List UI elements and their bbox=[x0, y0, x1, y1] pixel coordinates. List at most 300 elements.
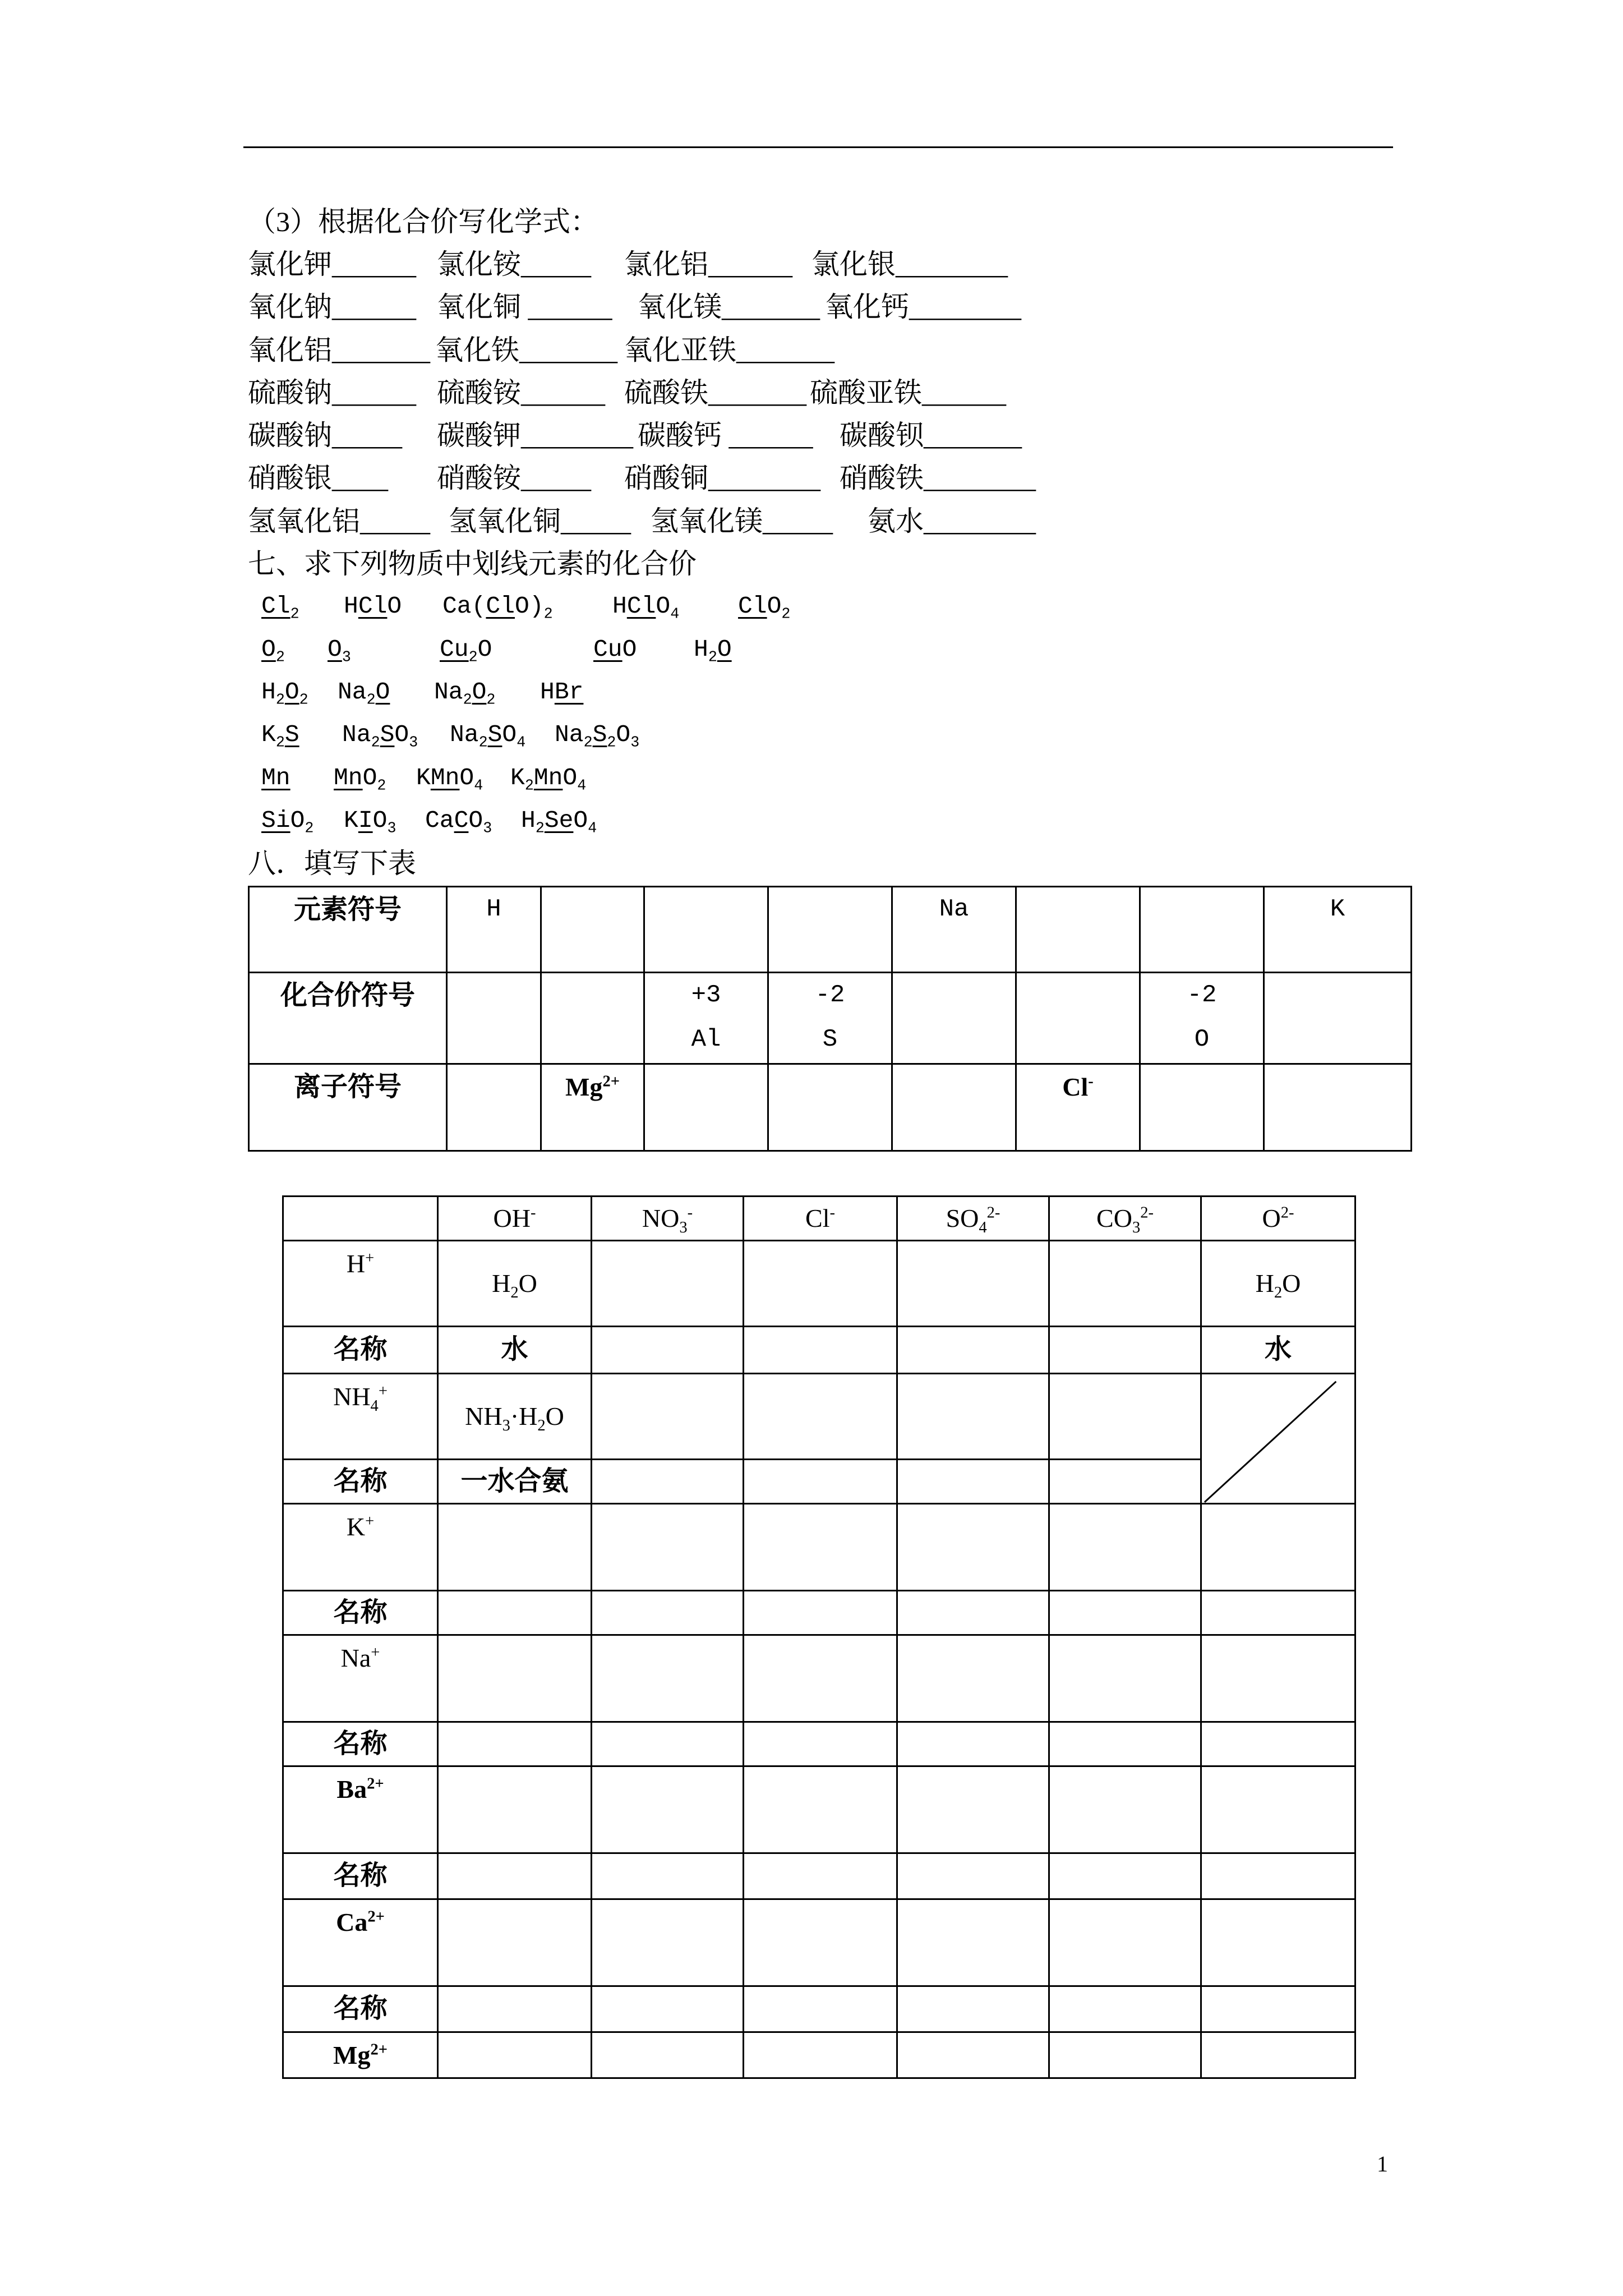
fill-in-line bbox=[0, 243, 1623, 286]
fill-in-item: 氧化钙________ bbox=[825, 291, 1021, 323]
name-label: 名称 bbox=[283, 1327, 438, 1374]
compound-formula-cell bbox=[1201, 2032, 1355, 2078]
subscript: 2 bbox=[1274, 1283, 1283, 1301]
element-valence-ion-table bbox=[248, 886, 1412, 1152]
compound-formula-cell bbox=[744, 2032, 897, 2078]
compound-formula-cell bbox=[1201, 1899, 1355, 1986]
underlined-element: Cl bbox=[626, 592, 656, 620]
subscript: 2 bbox=[275, 734, 285, 752]
compound-name-cell bbox=[1049, 1327, 1201, 1374]
cation-label bbox=[283, 1899, 438, 1986]
formula-text: K bbox=[1330, 895, 1345, 923]
cation-label bbox=[283, 1766, 438, 1853]
cation-row bbox=[283, 1899, 1355, 1986]
compound-name-cell bbox=[592, 1327, 744, 1374]
section8-title: 八．填写下表 bbox=[248, 848, 416, 879]
compound-name-cell bbox=[897, 1591, 1049, 1635]
fill-in-item: 碳酸钡_______ bbox=[840, 420, 1022, 451]
subscript: 2 bbox=[305, 820, 314, 838]
fill-in-item: 氯化铝______ bbox=[624, 249, 792, 280]
formula-line bbox=[0, 671, 1623, 714]
table1-cell bbox=[892, 973, 1016, 1064]
subscript: 2 bbox=[486, 692, 496, 709]
compound-formula-cell bbox=[592, 1374, 744, 1460]
subscript: 3 bbox=[483, 820, 492, 838]
subscript: 2 bbox=[366, 692, 376, 709]
formula bbox=[334, 757, 386, 799]
subscript: 4 bbox=[588, 820, 597, 838]
fill-in-item: 硫酸钠______ bbox=[248, 377, 416, 408]
formula-text: Mg bbox=[333, 2041, 371, 2069]
compound-name-cell bbox=[744, 1327, 897, 1374]
table1-cell bbox=[541, 1064, 644, 1151]
fill-in-item: 氯化钾______ bbox=[248, 249, 416, 280]
underlined-element: Br bbox=[554, 678, 584, 706]
fill-in-item: 氨水________ bbox=[868, 505, 1036, 537]
compound-name-cell bbox=[744, 1853, 897, 1899]
subscript: 2 bbox=[463, 692, 472, 709]
formula bbox=[434, 671, 495, 714]
subscript: 2 bbox=[543, 606, 553, 623]
section3-title: （3）根据化合价写化学式： bbox=[248, 206, 598, 237]
subscript: 3 bbox=[387, 820, 396, 838]
compound-formula-cell bbox=[438, 1374, 592, 1460]
compound-name-cell bbox=[897, 1722, 1049, 1766]
formula-text: H bbox=[540, 678, 555, 706]
subscript: 4 bbox=[979, 1218, 987, 1236]
formula-text: H bbox=[612, 592, 627, 620]
table2-header-row bbox=[283, 1197, 1355, 1241]
table1-cell bbox=[644, 1064, 768, 1151]
formula-text: ·H bbox=[510, 1401, 538, 1430]
formula-text: Na bbox=[450, 721, 479, 748]
subscript: 2 bbox=[371, 734, 380, 752]
compound-name-cell bbox=[744, 1722, 897, 1766]
table1-cell bbox=[1140, 973, 1264, 1064]
compound-formula-cell bbox=[1049, 1241, 1201, 1327]
fill-in-item: 氧化铝_______ bbox=[248, 334, 430, 366]
formula-text: O bbox=[562, 764, 578, 792]
underlined-element: Cu bbox=[593, 636, 623, 663]
underlined-element: O bbox=[261, 636, 276, 663]
compound-formula-cell bbox=[1201, 1766, 1355, 1853]
compound-formula-cell bbox=[592, 1635, 744, 1722]
table1-cell bbox=[768, 1064, 892, 1151]
underlined-element: Cl bbox=[358, 592, 388, 620]
fill-in-line bbox=[0, 500, 1623, 542]
subscript: 2 bbox=[478, 734, 488, 752]
subscript: 2 bbox=[510, 1283, 519, 1301]
fill-in-item: 硫酸铁_______ bbox=[624, 377, 806, 408]
superscript: 2+ bbox=[367, 1775, 384, 1793]
formula bbox=[442, 585, 553, 628]
section7-title: 七、求下列物质中划线元素的化合价 bbox=[248, 548, 697, 579]
compound-formula-cell bbox=[744, 1899, 897, 1986]
formula-text: Ca( bbox=[442, 592, 486, 620]
compound-formula-cell bbox=[592, 1504, 744, 1591]
formula-text: O bbox=[1262, 1203, 1281, 1232]
compound-formula-cell bbox=[744, 1766, 897, 1853]
formula bbox=[416, 757, 483, 799]
crossed-out-cell bbox=[1201, 1374, 1355, 1504]
diagonal-slash-line bbox=[1205, 1382, 1336, 1502]
formula-text: H bbox=[486, 895, 501, 923]
table1-cell bbox=[1140, 1064, 1264, 1151]
compound-formula-cell bbox=[744, 1374, 897, 1460]
subscript: 3 bbox=[679, 1218, 688, 1236]
name-row bbox=[283, 1853, 1355, 1899]
formula bbox=[555, 714, 639, 756]
compound-formula-cell bbox=[438, 1241, 592, 1327]
formula-text: Na bbox=[340, 1644, 371, 1672]
underlined-element: Mn bbox=[334, 764, 363, 792]
subscript: 4 bbox=[370, 1397, 379, 1415]
compound-formula-cell bbox=[438, 1766, 592, 1853]
fill-in-line bbox=[0, 414, 1623, 457]
valence-number: -2 bbox=[815, 981, 845, 1009]
formula-text: O bbox=[468, 807, 483, 834]
formula-text: Na bbox=[939, 895, 969, 923]
subscript: 2 bbox=[275, 649, 285, 666]
formula bbox=[425, 799, 492, 842]
compound-formula-cell bbox=[438, 2032, 592, 2078]
subscript: 2 bbox=[290, 606, 299, 623]
subscript: 2 bbox=[468, 649, 478, 666]
compound-name-cell bbox=[897, 1853, 1049, 1899]
compound-formula-cell bbox=[1049, 1766, 1201, 1853]
anion-header bbox=[897, 1197, 1049, 1241]
section7-title-line bbox=[0, 542, 1623, 585]
formula-text: O bbox=[372, 807, 388, 834]
underlined-element: S bbox=[592, 721, 607, 748]
compound-name-cell bbox=[438, 1853, 592, 1899]
name-row bbox=[283, 1327, 1355, 1374]
anion-header bbox=[1049, 1197, 1201, 1241]
formula-text: Na bbox=[342, 721, 371, 748]
superscript: - bbox=[687, 1204, 693, 1222]
cation-label bbox=[283, 1504, 438, 1591]
underlined-element: O bbox=[472, 678, 487, 706]
compound-name-cell bbox=[1049, 1722, 1201, 1766]
compound-formula-cell bbox=[744, 1635, 897, 1722]
fill-in-item: 氯化铵_____ bbox=[437, 249, 591, 280]
underlined-element: Mn bbox=[430, 764, 460, 792]
compound-name-cell: 水 bbox=[1201, 1327, 1355, 1374]
compound-formula-cell bbox=[438, 1635, 592, 1722]
name-row bbox=[283, 1722, 1355, 1766]
underlined-element: O bbox=[375, 678, 390, 706]
formula bbox=[261, 799, 313, 842]
table1-cell bbox=[1264, 887, 1412, 973]
section3-title-line bbox=[0, 200, 1623, 243]
compound-name-cell: 水 bbox=[438, 1327, 592, 1374]
compound-name-cell bbox=[744, 1591, 897, 1635]
formula bbox=[261, 757, 291, 799]
underlined-element: Cu bbox=[440, 636, 469, 663]
compound-formula-cell bbox=[1049, 1899, 1201, 1986]
compound-name-cell: 一水合氨 bbox=[438, 1460, 592, 1504]
formula-text: Na bbox=[338, 678, 367, 706]
formula bbox=[261, 628, 285, 671]
valence-number: -2 bbox=[1187, 981, 1217, 1009]
cation-label bbox=[283, 1374, 438, 1460]
fill-in-item: 碳酸钠_____ bbox=[248, 420, 402, 451]
formula-text: H bbox=[1255, 1268, 1274, 1297]
compound-name-cell bbox=[1201, 1853, 1355, 1899]
superscript: 2+ bbox=[602, 1073, 620, 1091]
subscript: 2 bbox=[708, 649, 717, 666]
subscript: 2 bbox=[524, 777, 534, 795]
formula-text: O bbox=[622, 636, 637, 663]
table1-cell bbox=[541, 887, 644, 973]
formula-line bbox=[0, 799, 1623, 842]
formula bbox=[344, 585, 402, 628]
formula-line bbox=[0, 585, 1623, 628]
page-number: 1 bbox=[1377, 2151, 1388, 2177]
subscript: 4 bbox=[577, 777, 587, 795]
anion-header bbox=[1201, 1197, 1355, 1241]
name-row bbox=[283, 1986, 1355, 2032]
compound-formula-cell bbox=[592, 2032, 744, 2078]
table1-cell bbox=[1264, 973, 1412, 1064]
subscript: 2 bbox=[377, 777, 386, 795]
fill-in-item: 硫酸亚铁______ bbox=[810, 377, 1006, 408]
name-label: 名称 bbox=[283, 1591, 438, 1635]
fill-in-item: 硝酸铵_____ bbox=[437, 462, 591, 494]
compound-name-cell bbox=[1201, 1722, 1355, 1766]
formula bbox=[521, 799, 597, 842]
formula-text: O bbox=[767, 592, 782, 620]
underlined-element: S bbox=[487, 721, 502, 748]
cation-row bbox=[283, 1241, 1355, 1327]
compound-formula-cell bbox=[1049, 1635, 1201, 1722]
superscript: 2- bbox=[1140, 1204, 1154, 1222]
table1-cell bbox=[892, 1064, 1016, 1151]
formula-text: Ca bbox=[336, 1908, 368, 1936]
underlined-element: O bbox=[284, 678, 299, 706]
subscript: 3 bbox=[502, 1416, 510, 1434]
formula-text: NH bbox=[465, 1401, 502, 1430]
subscript: 3 bbox=[342, 649, 351, 666]
formula-text: Cl bbox=[1062, 1073, 1089, 1101]
compound-formula-cell bbox=[592, 1899, 744, 1986]
fill-in-item: 碳酸钾________ bbox=[437, 420, 633, 451]
compound-name-cell bbox=[1201, 1986, 1355, 2032]
compound-name-cell bbox=[592, 1986, 744, 2032]
underlined-element: C bbox=[454, 807, 469, 834]
formula-text: O bbox=[545, 1401, 564, 1430]
formula bbox=[342, 714, 418, 756]
superscript: + bbox=[365, 1512, 375, 1530]
subscript: 2 bbox=[275, 692, 285, 709]
formula-text: K bbox=[346, 1512, 366, 1541]
formula-text: H bbox=[521, 807, 536, 834]
formula-text: Na bbox=[555, 721, 584, 748]
subscript: 3 bbox=[630, 734, 640, 752]
formula-text: O bbox=[656, 592, 671, 620]
table1-cell bbox=[447, 887, 541, 973]
compound-formula-cell bbox=[1201, 1504, 1355, 1591]
table1-row bbox=[249, 887, 1412, 973]
fill-in-item: 硝酸铁________ bbox=[840, 462, 1036, 494]
table1-cell bbox=[1140, 887, 1264, 973]
underlined-element: Si bbox=[261, 807, 291, 834]
formula-text: O bbox=[477, 636, 492, 663]
fill-in-line bbox=[0, 286, 1623, 328]
fill-in-item: 氧化钠______ bbox=[248, 291, 416, 323]
formula-text: OH bbox=[493, 1203, 531, 1232]
formula-line bbox=[0, 757, 1623, 799]
formula-text: K bbox=[261, 721, 276, 748]
compound-name-cell bbox=[1049, 1853, 1201, 1899]
fill-in-line bbox=[0, 371, 1623, 414]
formula bbox=[694, 628, 732, 671]
fill-in-item: 氢氧化铝_____ bbox=[248, 505, 430, 537]
formula bbox=[440, 628, 492, 671]
ion-compound-table bbox=[282, 1195, 1356, 2079]
section8-title-line bbox=[0, 842, 1623, 885]
cation-label bbox=[283, 1241, 438, 1327]
table1-cell bbox=[1264, 1064, 1412, 1151]
compound-formula-cell bbox=[897, 2032, 1049, 2078]
formula-text: O bbox=[573, 807, 588, 834]
fill-in-item: 氧化铜 ______ bbox=[437, 291, 612, 323]
name-row bbox=[283, 1460, 1355, 1504]
subscript: 2 bbox=[781, 606, 791, 623]
formula bbox=[344, 799, 396, 842]
compound-name-cell bbox=[592, 1460, 744, 1504]
formula-text: H bbox=[694, 636, 708, 663]
compound-name-cell bbox=[1049, 1591, 1201, 1635]
compound-name-cell bbox=[592, 1591, 744, 1635]
table1-row bbox=[249, 1064, 1412, 1151]
fill-in-item: 氯化银________ bbox=[811, 249, 1008, 280]
fill-in-line bbox=[0, 457, 1623, 499]
formula-text: Na bbox=[434, 678, 463, 706]
table1-row-label: 化合价符号 bbox=[249, 973, 447, 1064]
compound-name-cell bbox=[744, 1986, 897, 2032]
formula-text: K bbox=[344, 807, 358, 834]
formula-text: H bbox=[346, 1249, 366, 1278]
anion-header bbox=[744, 1197, 897, 1241]
compound-name-cell bbox=[592, 1853, 744, 1899]
compound-formula-cell bbox=[592, 1241, 744, 1327]
fill-in-item: 氧化镁_______ bbox=[638, 291, 820, 323]
underlined-element: Se bbox=[544, 807, 574, 834]
formula-text: NO bbox=[642, 1203, 680, 1232]
formula-text: NH bbox=[333, 1382, 371, 1411]
compound-name-cell bbox=[592, 1722, 744, 1766]
formula-text: Ba bbox=[336, 1775, 367, 1803]
table1-cell bbox=[768, 887, 892, 973]
compound-name-cell bbox=[438, 1591, 592, 1635]
formula bbox=[510, 757, 586, 799]
underlined-element: Mn bbox=[261, 764, 291, 792]
fill-in-item: 硫酸铵______ bbox=[437, 377, 605, 408]
compound-formula-cell bbox=[1049, 1374, 1201, 1460]
compound-formula-cell bbox=[438, 1504, 592, 1591]
fill-in-item: 氢氧化镁_____ bbox=[651, 505, 833, 537]
underlined-element: Cl bbox=[738, 592, 767, 620]
table1-cell bbox=[447, 973, 541, 1064]
formula bbox=[612, 585, 679, 628]
compound-formula-cell bbox=[592, 1766, 744, 1853]
anion-header bbox=[592, 1197, 744, 1241]
compound-name-cell bbox=[744, 1460, 897, 1504]
formula bbox=[338, 671, 390, 714]
underlined-element: O bbox=[328, 636, 342, 663]
cation-row bbox=[283, 1635, 1355, 1722]
table1-cell bbox=[447, 1064, 541, 1151]
header-rule bbox=[243, 146, 1393, 148]
compound-formula-cell bbox=[897, 1504, 1049, 1591]
subscript: 2 bbox=[537, 1416, 546, 1434]
element-symbol: S bbox=[822, 1025, 838, 1053]
formula-text: H bbox=[344, 592, 358, 620]
formula bbox=[261, 714, 299, 756]
compound-name-cell bbox=[897, 1460, 1049, 1504]
formula-text: Mg bbox=[565, 1073, 603, 1101]
subscript: 3 bbox=[409, 734, 418, 752]
name-label: 名称 bbox=[283, 1853, 438, 1899]
subscript: 2 bbox=[535, 820, 545, 838]
table1-cell bbox=[768, 973, 892, 1064]
table1-row bbox=[249, 973, 1412, 1064]
subscript: 2 bbox=[607, 734, 616, 752]
diagonal-slash bbox=[1202, 1374, 1354, 1503]
compound-formula-cell bbox=[1049, 1504, 1201, 1591]
compound-name-cell bbox=[897, 1327, 1049, 1374]
cation-row bbox=[283, 2032, 1355, 2078]
underlined-element: O bbox=[717, 636, 732, 663]
fill-in-item: 氧化铁_______ bbox=[435, 334, 617, 366]
name-row bbox=[283, 1591, 1355, 1635]
table1-cell bbox=[644, 973, 768, 1064]
superscript: 2+ bbox=[367, 1908, 385, 1926]
anion-header bbox=[438, 1197, 592, 1241]
formula bbox=[738, 585, 790, 628]
compound-formula-cell bbox=[897, 1635, 1049, 1722]
subscript: 2 bbox=[583, 734, 593, 752]
formula-text: O bbox=[387, 592, 402, 620]
compound-name-cell bbox=[1049, 1986, 1201, 2032]
underlined-element: Mn bbox=[533, 764, 563, 792]
formula-text: K bbox=[510, 764, 525, 792]
table1-cell bbox=[541, 973, 644, 1064]
formula-text: O bbox=[616, 721, 631, 748]
formula bbox=[593, 628, 637, 671]
superscript: 2- bbox=[986, 1204, 1000, 1222]
formula-text: CO bbox=[1096, 1203, 1132, 1232]
compound-name-cell bbox=[438, 1722, 592, 1766]
table1-row-label: 元素符号 bbox=[249, 887, 447, 973]
superscript: + bbox=[378, 1382, 388, 1400]
fill-in-item: 氢氧化铜_____ bbox=[449, 505, 631, 537]
cation-label bbox=[283, 2032, 438, 2078]
formula-text: O bbox=[394, 721, 409, 748]
element-symbol: O bbox=[1194, 1025, 1210, 1053]
fill-in-item: 碳酸钙 ______ bbox=[638, 420, 813, 451]
formula-text: Cl bbox=[805, 1203, 830, 1232]
valence-number: +3 bbox=[691, 981, 721, 1009]
fill-in-item: 硝酸铜________ bbox=[624, 462, 820, 494]
formula-text: O) bbox=[515, 592, 544, 620]
table1-cell bbox=[1016, 1064, 1140, 1151]
underlined-element: S bbox=[380, 721, 395, 748]
compound-name-cell bbox=[438, 1986, 592, 2032]
formula-text: O bbox=[518, 1268, 537, 1297]
superscript: + bbox=[365, 1249, 375, 1267]
